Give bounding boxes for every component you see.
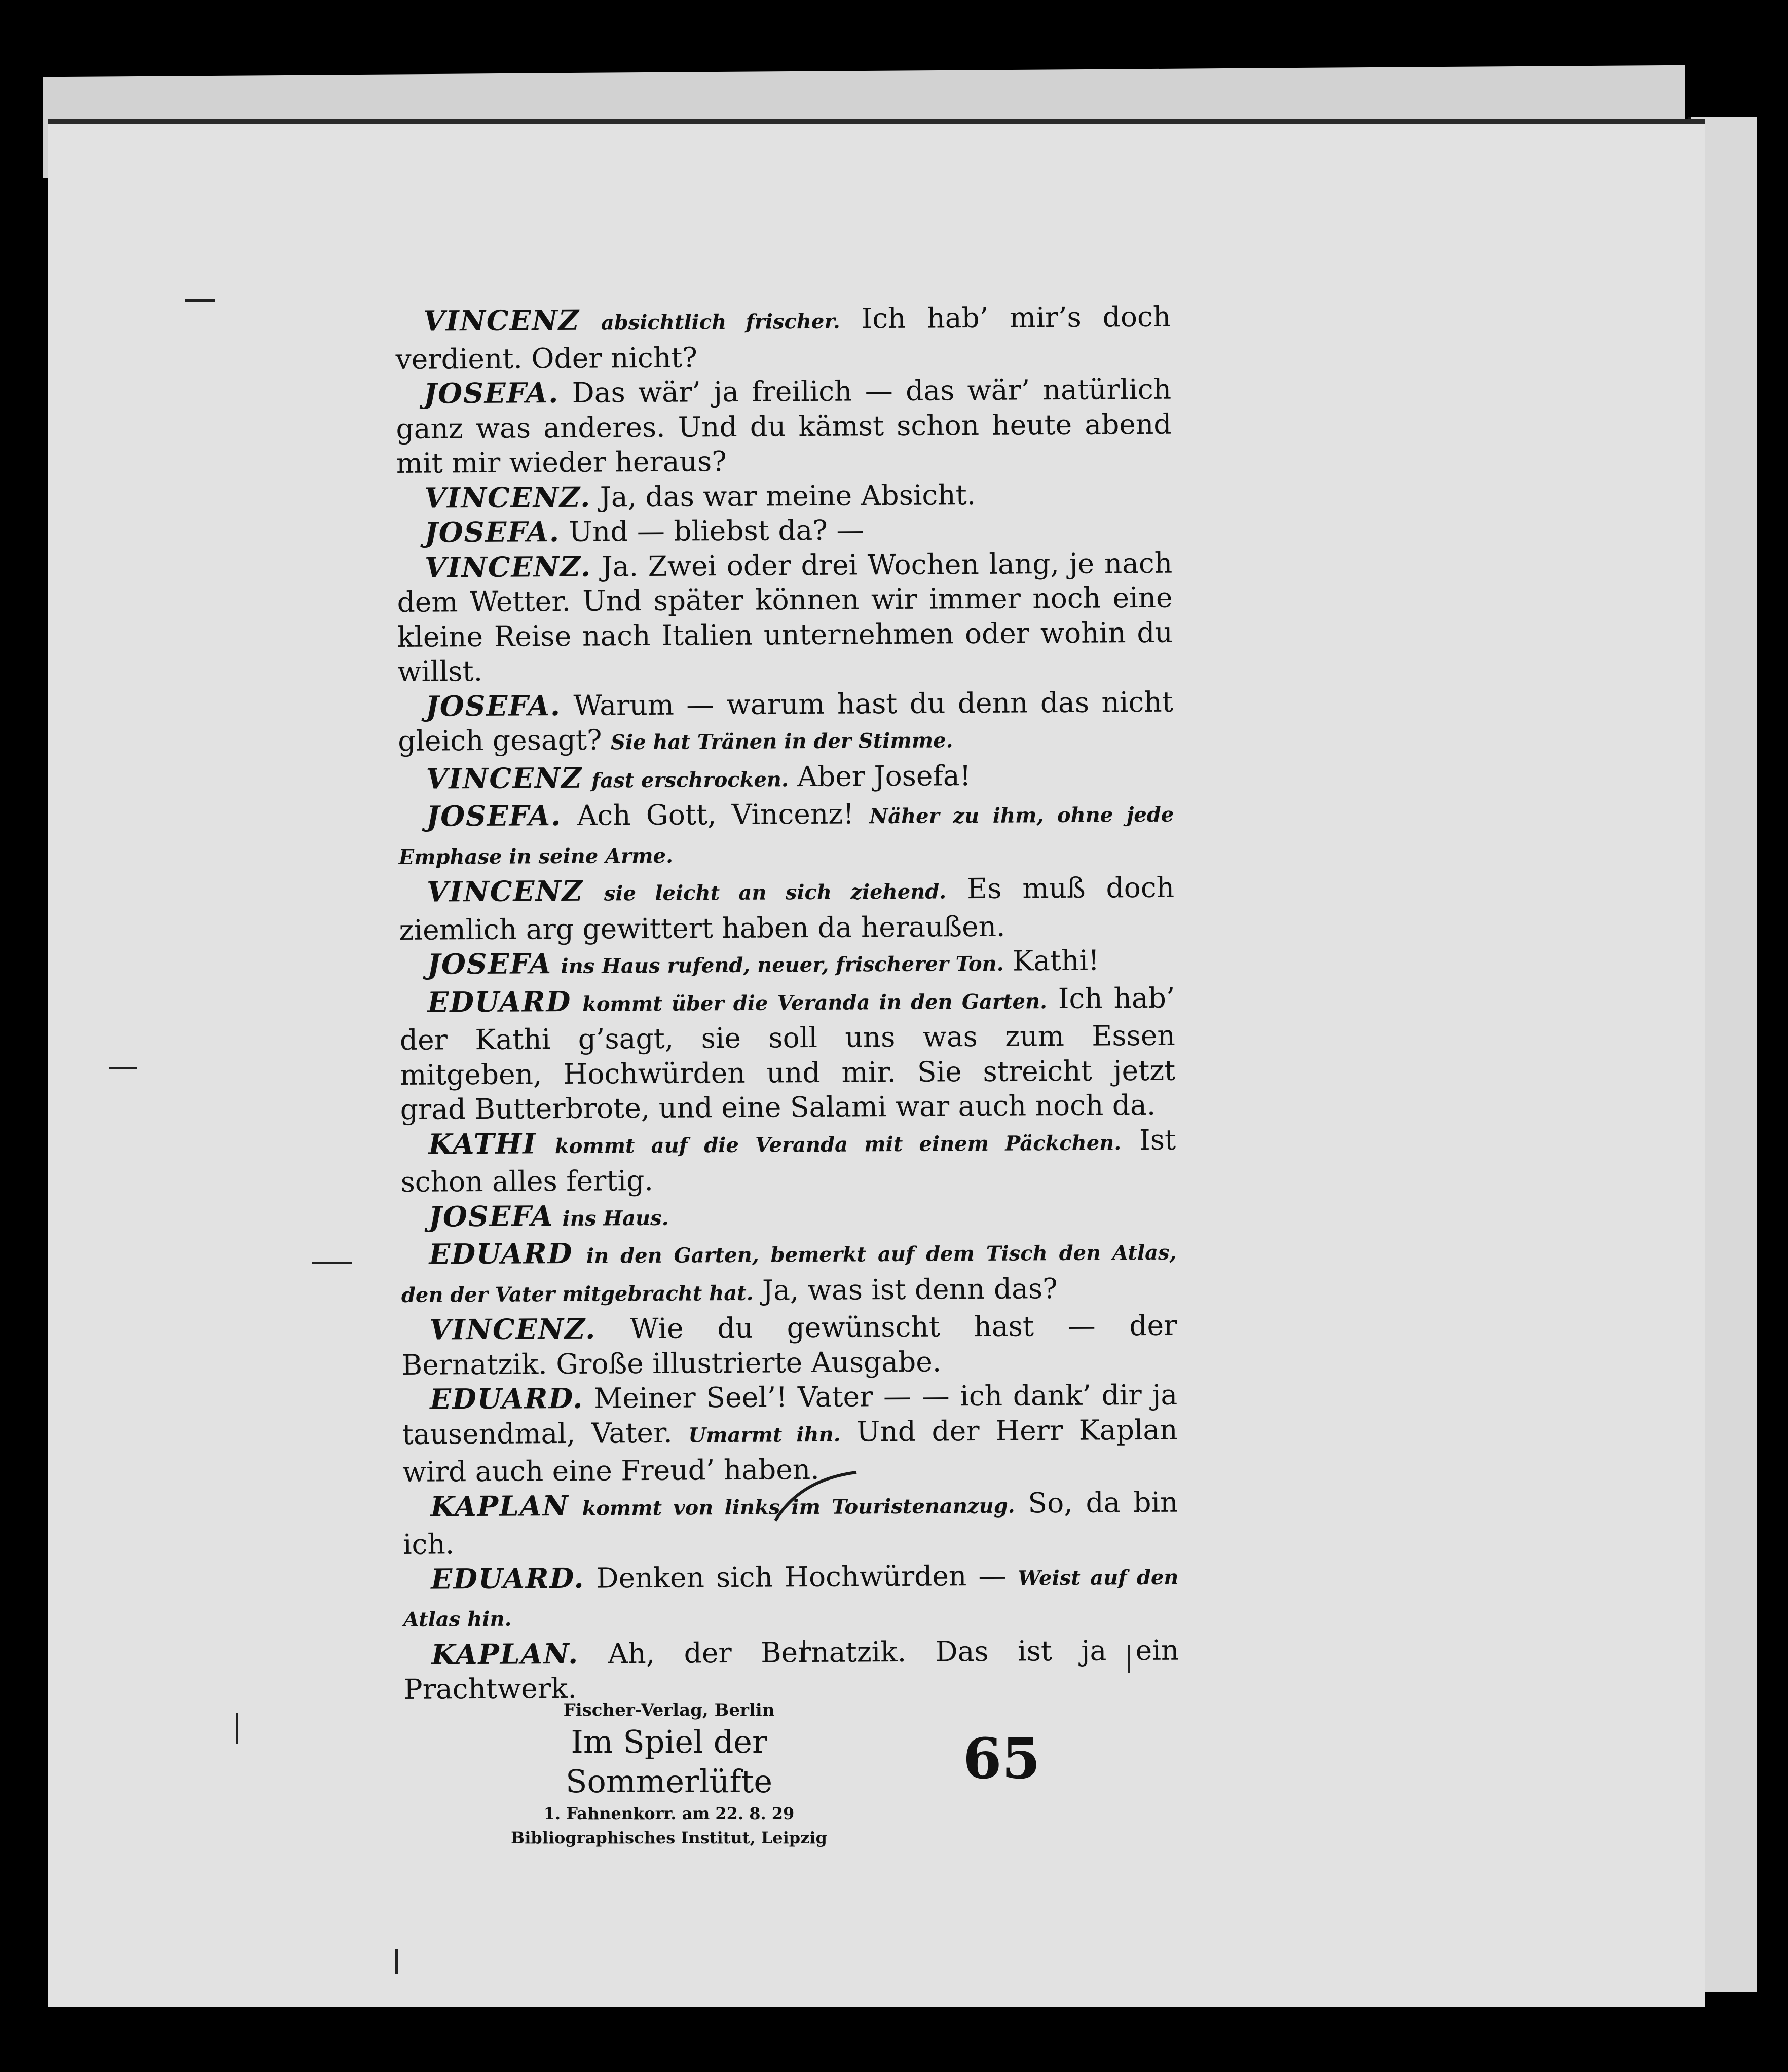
stage-direction: Weist auf den Atlas hin.: [403, 1565, 1179, 1632]
page-number: 65: [963, 1726, 1041, 1791]
margin-tick: [236, 1713, 238, 1744]
speaker-name: JOSEFA: [428, 1199, 554, 1233]
stage-direction: ins Haus rufend, neuer, frischerer Ton.: [561, 951, 1004, 979]
dialogue-text: Das wär’ ja freilich — das wär’ natürlich ganz was anderes. Und du kämst schon heute abend mit mir wieder heraus?: [396, 373, 1172, 479]
dialogue-paragraph: [398, 757, 1174, 799]
dialogue-paragraph: [403, 1557, 1179, 1637]
stage-direction: sie leicht an sich ziehend.: [604, 879, 947, 906]
speaker-name: JOSEFA.: [424, 515, 561, 549]
dialogue-paragraph: [401, 1195, 1176, 1237]
dialogue-text: Ich hab’ der Kathi g’sagt, sie soll uns was zum Essen mitgeben, Hochwürden und mir. Sie streicht jetzt grad Butterbrote, und eine Salami war auch noch da.: [399, 981, 1176, 1126]
dialogue-text: Und — bliebst da? —: [569, 513, 865, 548]
stage-direction: kommt von links im Touristenanzug.: [582, 1494, 1015, 1521]
stage-direction: Umarmt ihn.: [688, 1422, 841, 1448]
speaker-name: EDUARD.: [431, 1561, 585, 1596]
imprint-publisher: Fischer-Verlag, Berlin: [563, 1700, 775, 1720]
speaker-name: VINCENZ: [426, 761, 583, 795]
dialogue-text: Wie du gewünscht hast — der Bernatzik. Große illustrierte Ausgabe.: [401, 1309, 1177, 1381]
dialogue-text: Warum — warum hast du denn das nicht gleich gesagt?: [398, 685, 1174, 757]
speaker-name: EDUARD: [429, 1236, 573, 1271]
dialogue-text: Ja. Zwei oder drei Wochen lang, je nach dem Wetter. Und später können wir immer noch eine kleine Reise nach Italien unternehmen oder wohin du willst.: [397, 546, 1173, 688]
speaker-name: JOSEFA: [427, 947, 552, 981]
stage-direction: Näher zu ihm, ohne jede Emphase in seine Arme.: [398, 802, 1174, 869]
dialogue-text: Und der Herr Kaplan wird auch eine Freud’ haben.: [402, 1413, 1178, 1488]
dialogue-paragraph: [396, 372, 1172, 481]
dialogue-text: Denken sich Hochwürden —: [596, 1559, 1007, 1595]
stage-direction: Sie hat Tränen in der Stimme.: [610, 728, 953, 755]
margin-tick: [312, 1262, 352, 1264]
stage-direction: absichtlich frischer.: [601, 309, 840, 335]
dialogue-text: Ist schon alles fertig.: [400, 1123, 1176, 1198]
margin-tick: [109, 1067, 137, 1069]
speaker-name: EDUARD.: [429, 1381, 584, 1416]
speaker-name: VINCENZ.: [424, 549, 592, 584]
dialogue-paragraph: [401, 1233, 1177, 1313]
dialogue-paragraph: [397, 511, 1172, 550]
dialogue-paragraph: [398, 795, 1174, 875]
dialogue-paragraph: [398, 684, 1174, 761]
stage-direction: in den Garten, bemerkt auf dem Tisch den Atlas, den der Vater mitgebracht hat.: [401, 1240, 1177, 1307]
speaker-name: JOSEFA.: [423, 376, 560, 410]
stage-direction: kommt über die Veranda in den Garten.: [582, 989, 1048, 1016]
stage-direction: kommt auf die Veranda mit einem Päckchen.: [554, 1130, 1122, 1158]
dialogue-text: Ja, was ist denn das?: [762, 1272, 1058, 1307]
dialogue-paragraph: [395, 300, 1171, 377]
dialogue-text: Ich hab’ mir’s doch verdient. Oder nicht?: [395, 300, 1171, 376]
dialogue-text: Kathi!: [1012, 944, 1100, 977]
dialogue-paragraph: [400, 1122, 1176, 1199]
dialogue-text: Aber Josefa!: [797, 759, 971, 793]
speaker-name: VINCENZ: [423, 303, 580, 338]
stage-direction: fast erschrocken.: [591, 767, 789, 793]
speaker-name: KAPLAN.: [431, 1637, 579, 1671]
speaker-name: VINCENZ: [426, 874, 584, 908]
imprint-title: Im Spiel der Sommerlüfte: [565, 1723, 773, 1800]
dialogue-text: Es muß doch ziemlich arg gewittert haben da heraußen.: [399, 871, 1175, 946]
dialogue-text: Ach Gott, Vincenz!: [577, 797, 854, 832]
speaker-name: JOSEFA.: [425, 688, 562, 723]
dialogue-text: So, da bin ich.: [402, 1486, 1178, 1561]
speaker-name: KATHI: [428, 1126, 537, 1161]
dialogue-paragraph: [399, 870, 1175, 947]
dialogue-paragraph: [401, 1308, 1177, 1382]
imprint-printer: Bibliographisches Institut, Leipzig: [511, 1828, 827, 1847]
dialogue-paragraph: [397, 545, 1173, 689]
imprint-block: [476, 1698, 862, 1850]
speaker-name: EDUARD: [427, 984, 572, 1019]
dialogue-text: Ja, das war meine Absicht.: [600, 478, 976, 513]
pen-correction-mark: [770, 1465, 862, 1531]
dialogue-paragraph: [403, 1633, 1179, 1707]
margin-tick: [395, 1949, 398, 1974]
dialogue-text: Meiner Seel’! Vater — — ich dank’ dir ja tausendmal, Vater.: [402, 1378, 1178, 1451]
dialogue-text: Ah, der Bernatzik. Das ist ja ein Prachtwerk.: [403, 1634, 1179, 1706]
stage-direction: ins Haus.: [562, 1206, 669, 1231]
imprint-proof-date: 1. Fahnenkorr. am 22. 8. 29: [543, 1804, 795, 1823]
margin-tick: [185, 299, 215, 302]
speaker-name: VINCENZ.: [429, 1312, 597, 1346]
dialogue-paragraph: [399, 943, 1175, 985]
speaker-name: VINCENZ.: [424, 480, 591, 514]
speaker-name: JOSEFA.: [426, 799, 562, 833]
speaker-name: KAPLAN: [430, 1489, 569, 1523]
dialogue-paragraph: [396, 476, 1172, 515]
dialogue-paragraph: [399, 980, 1176, 1127]
